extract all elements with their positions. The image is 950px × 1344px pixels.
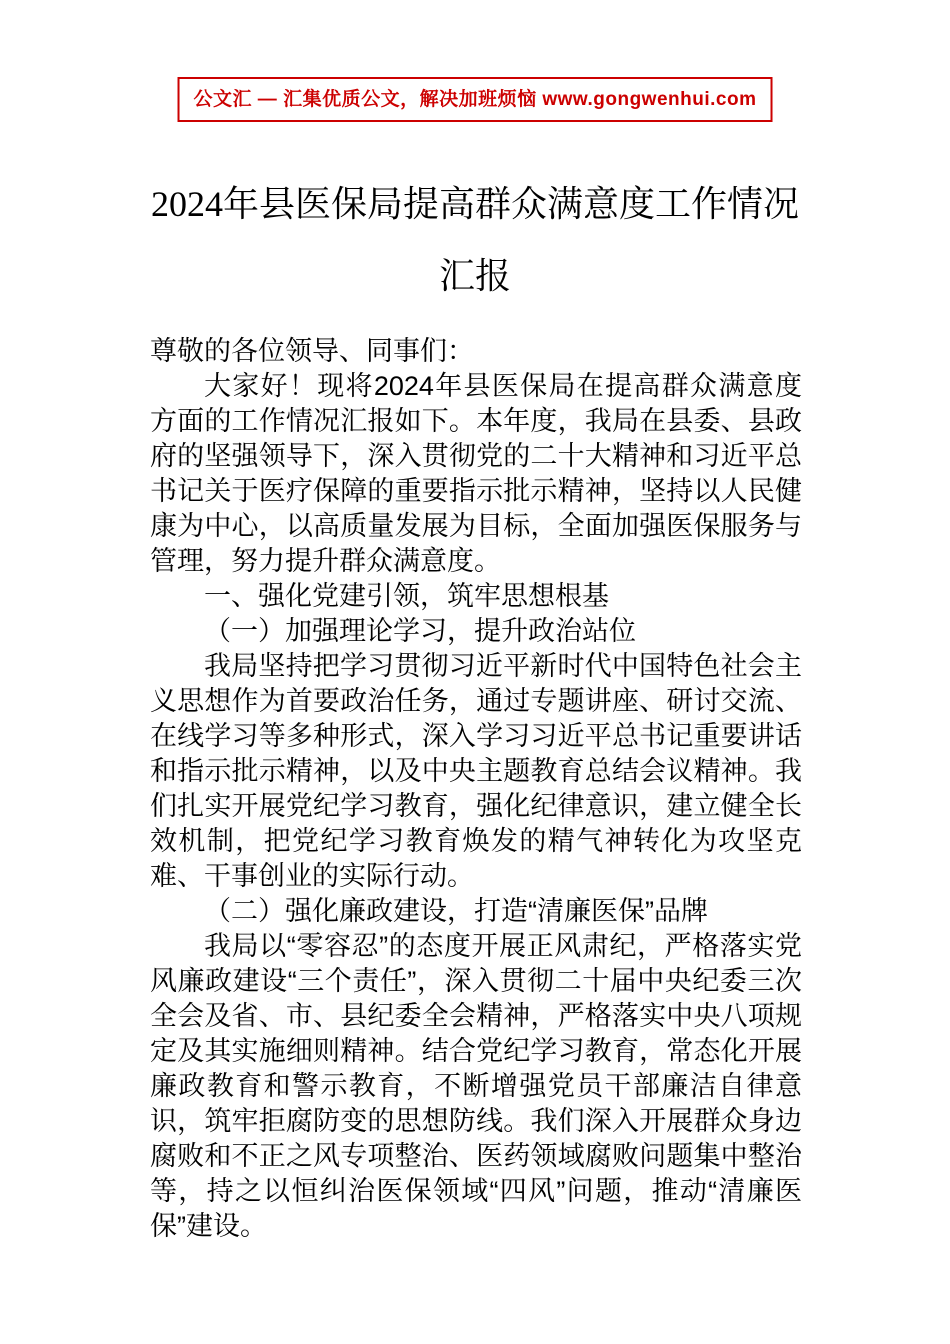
subsection-1-1-heading: （一）加强理论学习，提升政治站位: [204, 616, 636, 646]
subsection-1-1-paragraph: 我局坚持把学习贯彻习近平新时代中国特色社会主义思想作为首要政治任务，通过专题讲座、研讨交流、在线学习等多种形式，深入学习习近平总书记重要讲话和指示批示精神，以及中央主题教育总结会议精神。我们扎实开展党纪学习教育，强化纪律意识，建立健全长效机制，把党纪学习教育焕发的精气神转化为攻坚克难、干事创业的实际行动。: [150, 651, 802, 891]
section-1-heading: 一、强化党建引领，筑牢思想根基: [204, 581, 609, 611]
site-banner-text: 公文汇 — 汇集优质公文，解决加班烦恼 www.gongwenhui.com: [193, 89, 757, 110]
subsection-1-2-paragraph: 我局以“零容忍”的态度开展正风肃纪，严格落实党风廉政建设“三个责任”，深入贯彻二十届中央纪委三次全会及省、市、县纪委全会精神，严格落实中央八项规定及其实施细则精神。结合党纪学习教育，常态化开展廉政教育和警示教育，不断增强党员干部廉洁自律意识，筑牢拒腐防变的思想防线。我们深入开展群众身边腐败和不正之风专项整治、医药领域腐败问题集中整治等，持之以恒纠治医保领域“四风”问题，推动“清廉医保”建设。: [150, 931, 802, 1241]
salutation: 尊敬的各位领导、同事们：: [150, 336, 474, 366]
subsection-1-2-heading: （二）强化廉政建设，打造“清廉医保”品牌: [204, 896, 708, 926]
document-body: [150, 334, 802, 1244]
site-banner: [178, 77, 773, 122]
document-title: 2024年县医保局提高群众满意度工作情况汇报: [150, 184, 799, 296]
intro-paragraph: 大家好！现将2024年县医保局在提高群众满意度方面的工作情况汇报如下。本年度，我局在县委、县政府的坚强领导下，深入贯彻党的二十大精神和习近平总书记关于医疗保障的重要指示批示精神，坚持以人民健康为中心，以高质量发展为目标，全面加强医保服务与管理，努力提升群众满意度。: [150, 371, 802, 576]
